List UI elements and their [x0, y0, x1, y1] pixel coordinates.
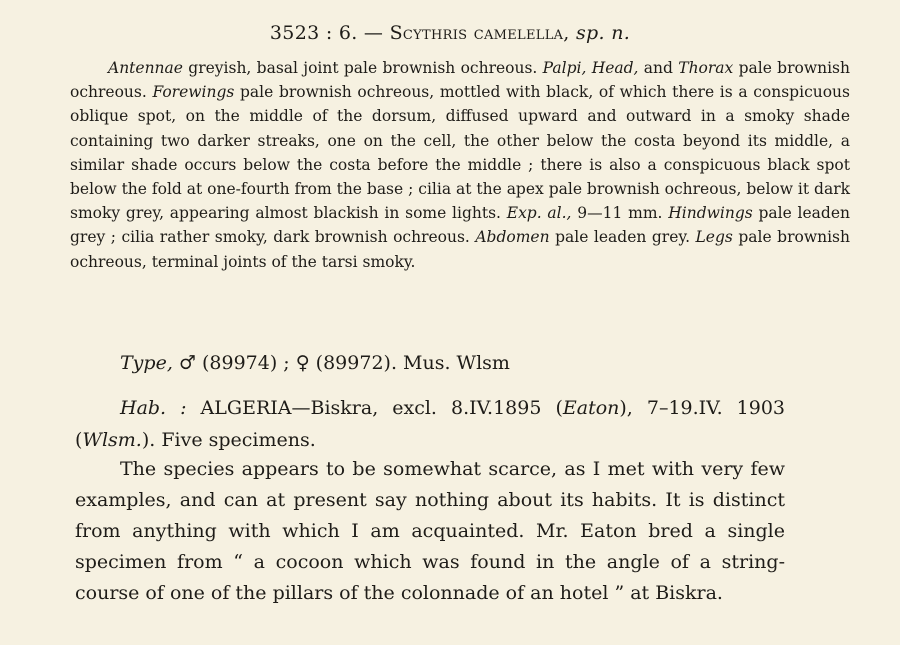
species-heading: [0, 22, 900, 44]
thorax-term: Thorax: [678, 59, 734, 77]
abdomen-text: pale leaden grey.: [549, 228, 696, 247]
legs-term: Legs: [695, 228, 733, 247]
habitat-locality: ALGERIA—Biskra, excl. 8.IV.1895 (: [186, 397, 563, 419]
male-type-number: (89974) ;: [195, 352, 296, 374]
forewings-text: pale brownish ochreous, mottled with black, of which there is a conspicuous oblique spot, on the middle of the dorsum, diffused upward and outward in a smoky shade containing two darker streaks, one on the cell, the other below the costa beyond its middle, a similar shade occurs below the costa before the middle ; there is also a conspicuous black spot below the fold at one-fourth from the base ; cilia at the apex pale brownish ochreous, below it dark smoky grey, appearing almost blackish in some lights.: [70, 83, 851, 223]
female-type-number: (89972).: [309, 352, 397, 374]
type-label: Type,: [120, 352, 173, 374]
museum-label: Mus. Wlsm: [397, 352, 510, 374]
hindwings-text: pale leaden grey ; cilia rather smoky, dark brownish ochreous.: [70, 204, 850, 247]
palpi-head-term: Palpi, Head,: [542, 59, 639, 77]
male-symbol: ♂: [178, 352, 196, 374]
species-number: 3523 : 6. —: [269, 22, 390, 44]
species-description: [70, 56, 850, 274]
collector-eaton: Eaton: [562, 397, 620, 419]
remarks-paragraph: The species appears to be somewhat scarce, as I met with very few examples, and can at present say nothing about its habits. It is distinct from anything with which I am acquainted. Mr. Eaton bred a single specimen from “ a cocoon which was found in the angle of a string-course of one of the pillars of the colonnade of an hotel ” at Biskra.: [75, 458, 785, 604]
collector-wlsm: Wlsm.: [82, 429, 142, 451]
abdomen-term: Abdomen: [475, 228, 550, 247]
habitat-line: [75, 392, 785, 456]
type-line: [120, 352, 510, 374]
specimen-count: ). Five specimens.: [141, 429, 316, 451]
antennae-text: greyish, basal joint pale brownish ochreous.: [182, 59, 543, 77]
forewings-term: Forewings: [152, 83, 235, 102]
expanse-term: Exp. al.,: [506, 204, 572, 223]
antennae-term: Antennae: [108, 59, 183, 77]
thorax-text: pale brownish ochreous.: [70, 59, 850, 102]
legs-text: pale brownish ochreous, terminal joints of the tarsi smoky.: [70, 228, 850, 271]
species-name: Scythris camelella,: [389, 22, 570, 44]
description-paragraph: [70, 56, 850, 274]
female-symbol: ♀: [295, 352, 310, 374]
habitat-date: ), 7–19.IV. 1903 (: [75, 397, 785, 451]
expanse-value: 9—11 mm.: [571, 204, 663, 223]
hindwings-term: Hindwings: [668, 204, 753, 223]
habitat-label: Hab. :: [120, 397, 187, 419]
new-species-mark: sp. n.: [576, 22, 631, 44]
and-text: and: [638, 59, 679, 77]
